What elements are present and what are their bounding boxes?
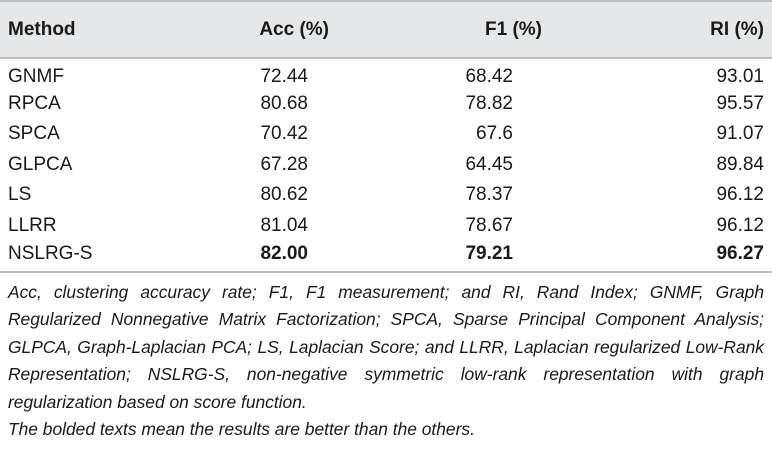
- table-row: [0, 58, 772, 89]
- cell-method: GNMF: [8, 65, 64, 87]
- cell-ri-best: 96.27: [565, 241, 772, 272]
- table-body: [0, 58, 772, 272]
- cell-method: NSLRG-S: [0, 241, 160, 272]
- cell-ri: 95.57: [716, 92, 764, 114]
- table-row: [0, 211, 772, 242]
- cell-method: SPCA: [8, 123, 60, 145]
- header-f1: F1 (%): [360, 1, 565, 58]
- cell-method: LLRR: [8, 214, 57, 236]
- cell-method: RPCA: [8, 92, 61, 114]
- cell-acc: 70.42: [260, 123, 308, 145]
- bold-footnote: The bolded texts mean the results are better than the others.: [8, 419, 475, 439]
- cell-acc: 67.28: [260, 153, 308, 175]
- header-acc: Acc (%): [160, 1, 360, 58]
- table-header: [0, 1, 772, 58]
- table-row: [0, 89, 772, 120]
- table-row: [0, 119, 772, 150]
- cell-f1: 68.42: [465, 65, 513, 87]
- abbreviations-footnote: Acc, clustering accuracy rate; F1, F1 measurement; and RI, Rand Index; GNMF, Graph Regularized Nonnegative Matrix Factorization; SPCA, Sparse Principal Component Analysis; GLPCA, Graph-Laplacian PCA; LS, Laplacian Score; and LLRR, Laplacian regularized Low-Rank Representation; NSLRG-S, non-negative symmetric low-rank representation with graph regularization based on score function.: [8, 281, 764, 412]
- cell-ri: 93.01: [716, 65, 764, 87]
- cell-acc-best: 82.00: [160, 241, 360, 272]
- table-footnotes: [0, 273, 772, 444]
- cell-acc: 80.62: [260, 184, 308, 206]
- header-ri: RI (%): [565, 1, 772, 58]
- cell-f1: 67.6: [476, 123, 513, 145]
- header-row: [0, 1, 772, 58]
- cell-f1-best: 79.21: [360, 241, 565, 272]
- cell-f1: 78.67: [465, 214, 513, 236]
- cell-f1: 78.37: [465, 184, 513, 206]
- header-method: Method: [0, 1, 160, 58]
- cell-method: GLPCA: [8, 153, 73, 175]
- cell-ri: 96.12: [716, 184, 764, 206]
- cell-acc: 80.68: [260, 92, 308, 114]
- cell-f1: 64.45: [465, 153, 513, 175]
- table-row: [0, 180, 772, 211]
- table-row: [0, 150, 772, 181]
- cell-method: LS: [8, 184, 32, 206]
- cell-ri: 89.84: [716, 153, 764, 175]
- cell-f1: 78.82: [465, 92, 513, 114]
- cell-ri: 96.12: [716, 214, 764, 236]
- cell-acc: 81.04: [260, 214, 308, 236]
- table-row-best: [0, 241, 772, 272]
- cell-acc: 72.44: [260, 65, 308, 87]
- cell-ri: 91.07: [716, 123, 764, 145]
